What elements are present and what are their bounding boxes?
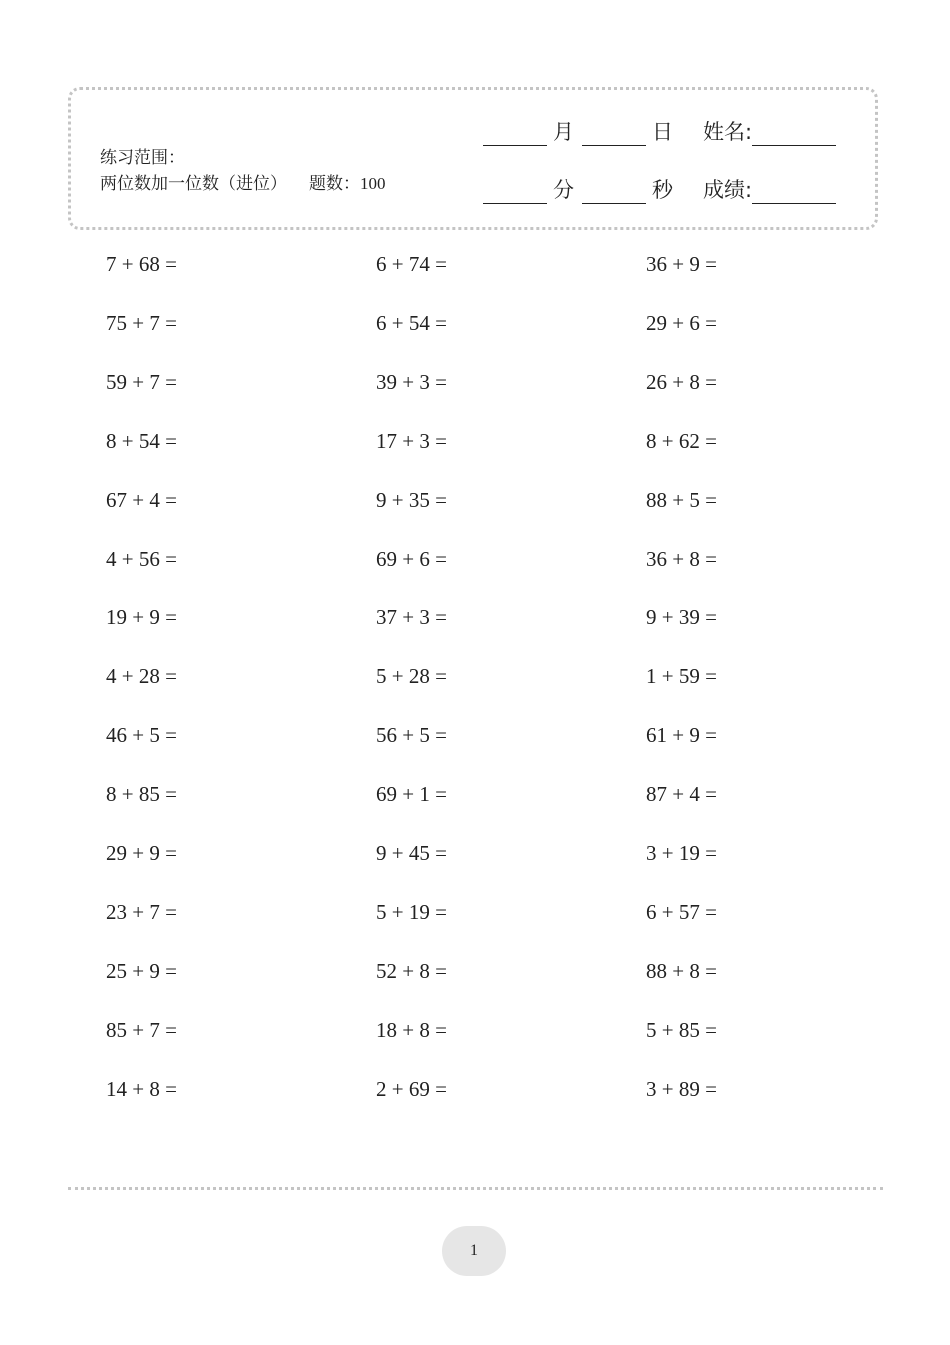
problem-item: 14 + 8 = [106,1076,177,1101]
problem-item: 7 + 68 = [106,252,177,276]
problem-item: 3 + 19 = [646,841,717,865]
problem-item: 67 + 4 = [106,487,177,512]
question-count-value: 100 [360,174,386,193]
problem-item: 3 + 89 = [646,1076,717,1101]
problem-item: 6 + 57 = [646,899,717,924]
problem-item: 46 + 5 = [106,723,177,748]
problem-item: 2 + 69 = [376,1076,447,1101]
name-label: 姓名: [703,120,753,144]
problem-item: 8 + 54 = [106,428,177,453]
problem-item: 19 + 9 = [106,605,177,630]
problem-item: 85 + 7 = [106,1017,177,1042]
problem-item: 25 + 9 = [106,958,177,983]
problem-item: 88 + 8 = [646,958,717,983]
page-number-badge [442,1226,506,1276]
score-label: 成绩: [703,178,753,202]
day-label: 日 [652,120,673,144]
problem-item: 6 + 74 = [376,252,447,276]
problem-item: 5 + 28 = [376,664,447,689]
minute-label: 分 [553,178,574,202]
problem-item: 75 + 7 = [106,310,177,335]
problem-item: 8 + 85 = [106,782,177,807]
question-count-label: 题数： [309,174,360,194]
footer-divider [68,1187,883,1190]
problem-item: 8 + 62 = [646,428,717,453]
problem-item: 29 + 6 = [646,310,717,335]
problem-item: 26 + 8 = [646,369,717,394]
problem-item: 69 + 1 = [376,782,447,807]
problem-item: 17 + 3 = [376,428,447,453]
problem-item: 39 + 3 = [376,369,447,394]
problem-item: 6 + 54 = [376,310,447,335]
problem-item: 9 + 35 = [376,487,447,512]
problem-item: 18 + 8 = [376,1017,447,1042]
problem-item: 36 + 8 = [646,546,717,571]
problem-item: 59 + 7 = [106,369,177,394]
problem-item: 87 + 4 = [646,782,717,807]
problem-item: 5 + 19 = [376,899,447,924]
problem-item: 9 + 45 = [376,841,447,865]
problem-item: 4 + 56 = [106,546,177,571]
problem-item: 61 + 9 = [646,723,717,748]
problem-item: 1 + 59 = [646,664,717,689]
problem-item: 4 + 28 = [106,664,177,689]
problem-item: 52 + 8 = [376,958,447,983]
month-label: 月 [553,120,574,144]
practice-range-label: 练习范围： [100,148,185,168]
practice-range-value: 两位数加一位数（进位） [100,174,287,194]
problem-item: 69 + 6 = [376,546,447,571]
problem-item: 37 + 3 = [376,605,447,630]
problem-item: 36 + 9 = [646,252,717,276]
problem-item: 29 + 9 = [106,841,177,865]
page-number: 1 [470,1242,478,1259]
problem-item: 5 + 85 = [646,1017,717,1042]
problem-item: 23 + 7 = [106,899,177,924]
problem-item: 9 + 39 = [646,605,717,630]
problem-item: 88 + 5 = [646,487,717,512]
second-label: 秒 [652,178,673,202]
problem-item: 56 + 5 = [376,723,447,748]
